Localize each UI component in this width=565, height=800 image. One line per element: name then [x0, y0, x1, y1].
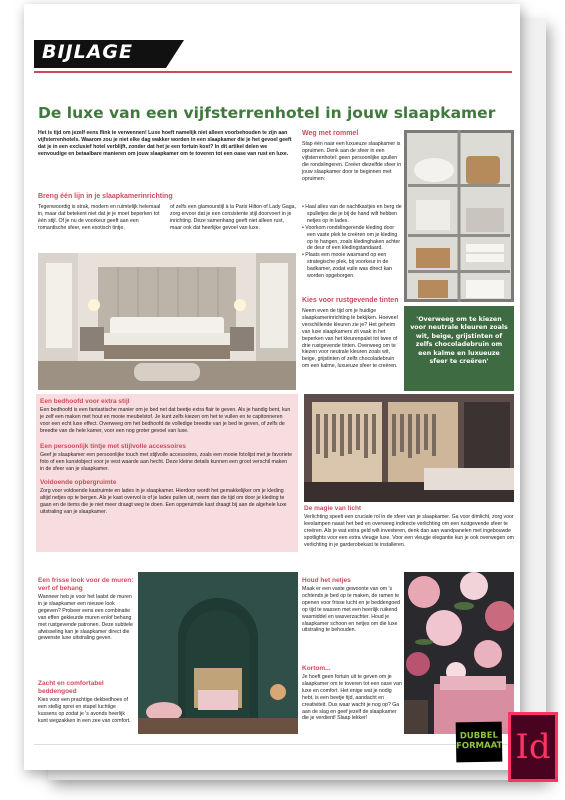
opberg-title: Voldoende opbergruimte	[40, 479, 117, 486]
tinten-title: Kies voor rustgevende tinten	[302, 297, 399, 304]
storage-photo	[404, 130, 514, 302]
bed-section-title: Breng één lijn in je slaapkamerinrichting	[38, 193, 173, 200]
intro-paragraph: Het is tijd om jezelf eens flink te verwennen! Luxe hoeft namelijk niet alleen voorbehouden te zijn aan vijfsterrenhotels. Waarom zou je niet elke dag wakker worden in een slaapkamer die je het gevoel geeft dat je in een exclusief hotel verblijft, zonder dat het je een fortuin kost? In dit artikel delen we eenvoudige en betaalbare manieren om jouw slaapkamer om te toveren tot een oase van rust en luxe.	[38, 130, 292, 157]
indesign-icon: Id	[508, 712, 558, 782]
header-rule	[34, 71, 512, 73]
beddengoed-title: Zacht en comfortabel beddengoed	[38, 680, 104, 695]
netjes-title: Houd het netjes	[302, 577, 351, 584]
rommel-text: Stap één naar een luxueuze slaapkamer is opruimen. Denk aan de sfeer in een vijfsterrenhotel: geen persoonlijke spullen die rondslingeren. Creëer diezelfde sfeer in jouw slaapkamer door te beginnen met opruimen:	[302, 141, 402, 182]
rommel-bullet-text: Voorkom rondslingerende kleding door een vaste plek te creëren om je kleding op te hangen, zoals kledinghaken achter de deur of een kledingstandaard.	[305, 224, 401, 252]
muren-text: Wanneer heb je voor het laatst de muren in je slaapkamer een nieuwe look gegeven? Probeer eens een combinatie van effen gekleurde muren en/of behang met rustgevende patronen. Deze subtiele afwisseling kan je slaapkamer direct die gewenste luxe uitstraling geven.	[38, 594, 133, 642]
footer-rule	[34, 744, 512, 745]
rommel-bullets	[302, 204, 402, 280]
section-label: BIJLAGE	[42, 41, 134, 63]
wardrobe-photo	[304, 394, 514, 502]
kortom-text: Je hoeft geen fortuin uit te geven om je slaapkamer om te toveren tot een oase van luxe en comfort. Het enige wat je nodig hebt, is een beetje tijd, aandacht en creativiteit. Dus waar wacht je nog op? Ga aan de slag en geef jezelf de slaapkamer die je verdient! Slaap lekker!	[302, 674, 402, 722]
article-headline: De luxe van een vijfsterrenhotel in jouw slaapkamer	[38, 104, 496, 122]
rommel-bullet: • Plaats een mooie wasmand op een strategische plek, bij voorkeur in de badkamer, zodat vuile was direct kan worden opgeborgen.	[302, 252, 393, 280]
bed-section-col1: Tegenwoordig is strak, modern en ruimtelijk helemaal in, maar dat betekent niet dat je je moet beperken tot één stijl. Of je nu de voorkeur geeft aan een romantische sfeer, een exotisch tintje,	[38, 204, 161, 231]
dubbel-formaat-badge	[456, 722, 503, 763]
badge-line-2: FORMAAT	[455, 740, 503, 752]
bedroom-photo	[38, 253, 296, 390]
accessoires-text: Geef je slaapkamer een persoonlijke touch met stijlvolle accessoires, zoals een mooie fotolijst met je favoriete foto of een kunstobject voor je vest waarde aan hecht. Deze kleine details kunnen een groot verschil maken in de sfeer van je slaapkamer.	[40, 452, 293, 472]
tinten-text: Neem even de tijd om je huidige slaapkamerinrichting te bekijken. Hoeveel verschillende kleuren zie je? Het geheim van luxe slaapkamers zit vaak in het beperken van het kleurenpalet tot twee of drie rustgevende tinten. Overweeg om te kiezen voor neutrale kleuren zoals wit, beige, grijstinten of zelfs chocoladebruin om een kalme, luxueuze sfeer te creëren.	[302, 308, 398, 370]
hoofdbord-text: Een bedhoofd is een fantastische manier om je bed net dat beetje extra flair te geven. Als je handig bent, kun je zelf een maken met hout en mooie meubelstof. Je kunt zelfs kiezen om het te vullen en te capitonneren voor een echt luxe effect. Overweeg om het bedhoofd de volledige breedte van je bed te geven, of zelfs de breedte van de hele kamer, voor een nog groter gevoel van luxe.	[40, 407, 291, 434]
rommel-bullet-text: Plaats een mooie wasmand op een strategische plek, bij voorkeur in de badkamer, zodat vuile was direct kan worden opgeborgen.	[305, 252, 393, 280]
rommel-bullet-text: Haal alles van de nachtkastjes en berg de spulletjes die je bij de hand wilt hebben netjes op in lades.	[305, 204, 402, 224]
accessoires-title: Een persoonlijk tintje met stijlvolle accessoires	[40, 443, 186, 450]
beddengoed-text: Kies voor een prachtige dekbedhoes of een stellig sprei en stapel luchtige kussens op zodat je 's avonds heerlijk kunt wegzakken in een zee van comfort.	[38, 697, 131, 724]
rommel-title: Weg met rommel	[302, 130, 359, 137]
badge-line-1: DUBBEL	[459, 730, 499, 742]
pull-quote: 'Overweeg om te kiezen voor neutrale kleuren zoals wit, beige, grijstinten of zelfs chocoladebruin om een kalme en luxueuze sfeer te creëren'	[404, 306, 514, 391]
rommel-bullet: • Voorkom rondslingerende kleding door een vaste plek te creëren om je kleding op te hangen, zoals kledinghaken achter de deur of een kledingstandaard.	[302, 224, 401, 252]
magazine-page	[24, 4, 520, 770]
bed-section-col2: of zelfs een glamourstijl à la Paris Hilton of Lady Gaga, zorg ervoor dat je een consistente stijl doorvoert in je inrichting. Deze samenhang geeft niet alleen rust, maar ook dat heerlijke gevoel van luxe.	[170, 204, 297, 231]
rommel-bullet: • Haal alles van de nachtkastjes en berg de spulletjes die je bij de hand wilt hebben netjes op in lades.	[302, 204, 402, 224]
floral-room-photo	[404, 572, 514, 734]
licht-text: Verlichting speelt een cruciale rol in de sfeer van je slaapkamer. Ga voor dimlicht, zorg voor leeslampen naast het bed en overweeg indirecte verlichting om een rustgevende sfeer te creëren. Als je wat extra geld wilt investeren, denk dan aan wandpanelen met ingebouwde spotlights voor een extra vleugje luxe. Voor een vleugje elegantie kun je ook overwegen om verlichting in je garderobekast te installeren.	[304, 514, 514, 548]
muren-title: Een frisse look voor de muren: verf of behang	[38, 577, 134, 592]
netjes-text: Maak er een vaste gewoonte van om 's ochtends je bed op te maken, de ramen te openen voor frisse lucht en je beddengoed op tijd te wassen met een heerlijk ruikend wasmiddel en wasverzachter. Houd je slaapkamer schoon en netjes om die luxe uitstraling te behouden.	[302, 586, 401, 634]
licht-title: De magie van licht	[304, 505, 362, 512]
green-room-photo	[138, 572, 298, 734]
opberg-text: Zorg voor voldoende kastruimte en lades in je slaapkamer. Hierdoor wordt het gemakkelijker om je kleding altijd netjes op te bergen. Als je kast overvol is of je lades puilen uit, neem dan de tijd om door je kleding te gaan en de items die je niet meer draagt weg te doen. Een opgeruimde kast draagt bij aan de algehele luxe uitstraling van je slaapkamer.	[40, 488, 287, 515]
hoofdbord-title: Een bedhoofd voor extra stijl	[40, 398, 130, 405]
kortom-title: Kortom...	[302, 665, 331, 672]
